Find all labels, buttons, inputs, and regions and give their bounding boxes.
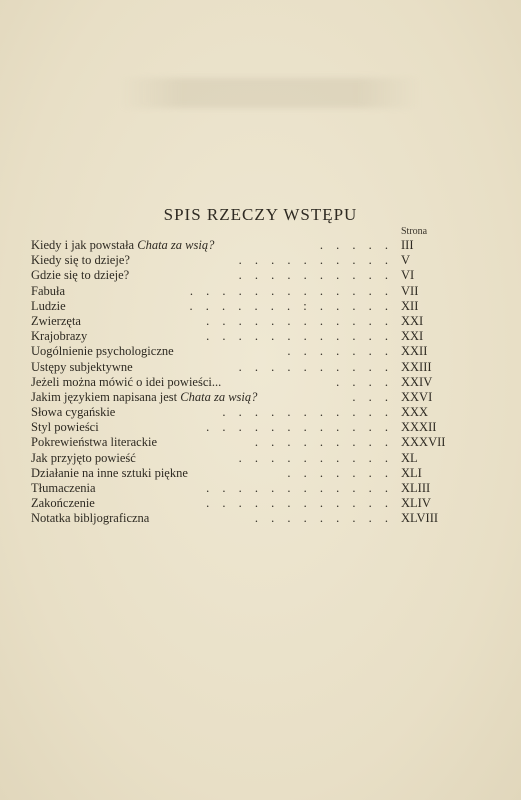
toc-entry-title-text: Działanie na inne sztuki piękne: [31, 465, 188, 480]
toc-leader-dots: . . . . . . . . . . . . .: [189, 283, 393, 298]
toc-page-number: VI: [401, 268, 415, 283]
toc-page-number: VII: [401, 283, 419, 298]
toc-leader-dots: . . . . . . . . . . . .: [206, 481, 393, 495]
toc-page-number: XXIV: [401, 374, 433, 389]
toc-page-number: III: [401, 238, 414, 252]
toc-entry-title-text: Uogólnienie psychologiczne: [31, 344, 174, 359]
toc-entry-title-text: Jak przyjęto powieść: [31, 450, 136, 465]
toc-entry-title: [31, 329, 87, 344]
toc-entry-title-text: Krajobrazy: [31, 329, 88, 344]
toc-entry-title: [31, 284, 65, 299]
toc-entry: [31, 253, 462, 268]
toc-page-number: XLI: [401, 465, 422, 480]
toc-leader-dots: . . . . . . . . . . . .: [206, 420, 393, 435]
toc-page-number: XXX: [401, 405, 429, 420]
bleed-through-text: [120, 78, 420, 108]
toc-entry-title: [31, 496, 95, 511]
toc-entry-title: [31, 511, 149, 526]
table-of-contents: [31, 238, 462, 527]
toc-entry: [31, 329, 462, 344]
toc-entry: [31, 405, 462, 420]
toc-entry-title: [31, 435, 157, 450]
toc-page-number: XL: [401, 450, 418, 465]
toc-entry-title-text: Fabuła: [31, 283, 66, 298]
toc-leader-dots: . . . . . . . . . .: [238, 359, 393, 374]
toc-entry-title: [31, 375, 221, 390]
toc-entry-title-text: Styl powieści: [31, 420, 99, 435]
toc-entry-title: [31, 268, 129, 283]
toc-leader-dots: . . . . . . . . .: [254, 511, 393, 526]
toc-page-number: XXI: [401, 329, 424, 344]
toc-page-number: XXII: [401, 344, 428, 359]
toc-entry-title-text: Kiedy i jak powstała: [31, 238, 138, 252]
toc-entry: [31, 496, 462, 511]
toc-entry-title-text: Ustępy subjektywne: [31, 359, 133, 374]
toc-entry-title-italic: Chata za wsią?: [137, 238, 215, 252]
toc-entry-title-text: Gdzie się to dzieje?: [31, 268, 130, 283]
toc-entry-title-text: Kiedy się to dzieje?: [31, 253, 130, 268]
toc-leader-dots: . . . . . . . . . .: [238, 450, 393, 465]
toc-page-number: XXI: [401, 313, 424, 328]
toc-entry-title: [31, 420, 99, 435]
toc-leader-dots: . . . . . . . . . . . .: [206, 329, 393, 344]
toc-entry-title-text: Jakim językiem napisana jest: [31, 389, 181, 404]
toc-entry-title-text: Zakończenie: [31, 496, 95, 511]
toc-entry: [31, 268, 462, 283]
toc-entry-title: [31, 314, 81, 329]
toc-page-number: XXVI: [401, 389, 433, 404]
toc-page-number: XXIII: [401, 359, 432, 374]
toc-page-number: V: [401, 253, 411, 268]
toc-entry: [31, 451, 462, 466]
toc-leader-dots: . . . . . . . : . . . . .: [189, 298, 393, 313]
toc-entry: [31, 284, 462, 299]
toc-page-number: XXXVII: [401, 435, 446, 450]
toc-entry-title: [31, 238, 214, 253]
toc-entry-title: [31, 481, 96, 496]
toc-leader-dots: . . . . . . . . . . .: [222, 405, 393, 420]
toc-entry-title-text: Ludzie: [31, 298, 66, 313]
toc-entry: [31, 435, 462, 450]
toc-leader-dots: . . . . . . . . . .: [238, 268, 393, 283]
page-heading: SPIS RZECZY WSTĘPU: [163, 205, 358, 224]
toc-entry-title: [31, 390, 257, 405]
toc-leader-dots: . . . . .: [319, 238, 393, 252]
toc-entry: [31, 466, 462, 481]
toc-entry: [31, 511, 462, 526]
toc-entry-title-text: Jeżeli można mówić o idei powieści...: [31, 374, 222, 389]
toc-page-number: XLIII: [401, 481, 431, 495]
toc-entry-title-text: Pokrewieństwa literackie: [31, 435, 157, 450]
toc-entry-title-text: Zwierzęta: [31, 313, 81, 328]
toc-leader-dots: . . . . . . . . . . . .: [206, 496, 393, 511]
toc-entry-title: [31, 344, 174, 359]
toc-entry-title: [31, 360, 133, 375]
toc-entry: [31, 375, 462, 390]
toc-entry: [31, 360, 462, 375]
toc-leader-dots: . . . . . . . . . . . .: [206, 313, 393, 328]
page-column-label: Strona: [401, 226, 428, 237]
toc-entry: [31, 344, 462, 359]
toc-entry-title-text: Tłumaczenia: [31, 481, 96, 495]
toc-leader-dots: . . . . . . .: [287, 465, 393, 480]
toc-entry-title: [31, 405, 115, 420]
toc-leader-dots: . . . . . . .: [287, 344, 393, 359]
toc-entry-title: [31, 299, 66, 314]
toc-entry-title: [31, 253, 130, 268]
toc-entry-title-italic: Chata za wsią?: [180, 389, 258, 404]
toc-page-number: XII: [401, 298, 419, 313]
toc-entry-title-text: Słowa cygańskie: [31, 405, 116, 420]
toc-entry-title-text: Notatka bibljograficzna: [31, 511, 150, 526]
toc-entry-title: [31, 451, 136, 466]
toc-leader-dots: . . .: [352, 389, 393, 404]
toc-entry: [31, 420, 462, 435]
toc-page-number: XXXII: [401, 420, 437, 435]
toc-entry: [31, 299, 462, 314]
toc-page-number: XLVIII: [401, 511, 439, 526]
toc-entry: [31, 390, 462, 405]
toc-leader-dots: . . . .: [336, 374, 393, 389]
toc-entry: [31, 481, 462, 496]
toc-entry: [31, 314, 462, 329]
toc-leader-dots: . . . . . . . . . .: [238, 253, 393, 268]
toc-entry-title: [31, 466, 188, 481]
toc-page-number: XLIV: [401, 496, 431, 511]
toc-entry: [31, 238, 462, 253]
toc-leader-dots: . . . . . . . . .: [254, 435, 393, 450]
